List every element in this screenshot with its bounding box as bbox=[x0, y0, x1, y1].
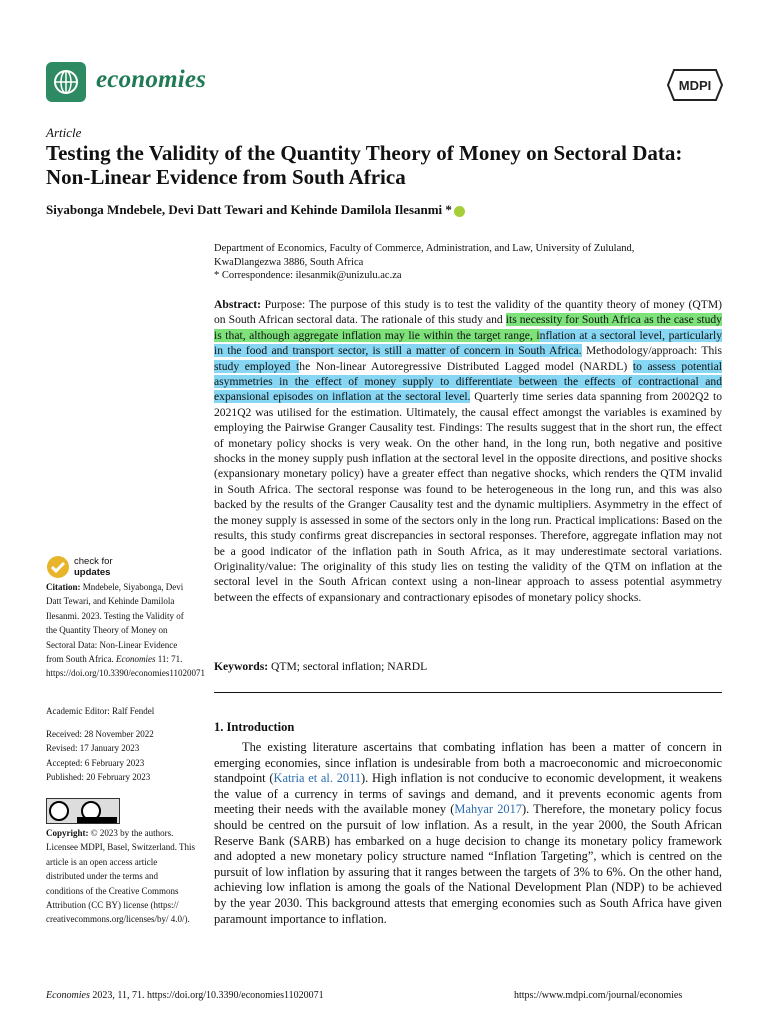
affiliation bbox=[214, 242, 724, 283]
published-date: Published: 20 February 2023 bbox=[46, 772, 151, 783]
affiliation-line-1: Department of Economics, Faculty of Commerce, Administration, and Law, University of Zululand, bbox=[214, 243, 635, 254]
citation-journal: Economies bbox=[116, 654, 156, 665]
check-updates-icon bbox=[46, 555, 70, 579]
copyright-text: © 2023 by the authors. Licensee MDPI, Basel, Switzerland. This article is an open access article distributed under the terms and conditions of the Creative Commons Attribution (CC BY) license (https:// creativecommons.org/licenses/by/ 4.0/). bbox=[46, 828, 196, 925]
intro-paragraph bbox=[214, 740, 722, 927]
citation-label: Citation: bbox=[46, 582, 81, 592]
highlight-blue: to assess potential asymmetries in the effect of money supply to differentiate between the effects of contractional and expansional episodes on inflation at the sectoral level. bbox=[214, 359, 722, 404]
abstract bbox=[214, 297, 722, 605]
citation-link[interactable]: Mahyar 2017 bbox=[454, 802, 522, 817]
copyright-block bbox=[46, 826, 196, 927]
check-updates-badge[interactable] bbox=[46, 555, 113, 579]
abstract-text: Quarterly time series data spanning from 2002Q2 to 2021Q2 was utilised for the estimation. Ultimately, the causal effect amongst the variables is examined by employing the Pairwise Granger Causality test. Findings: The results suggest that in the short run, the effect of monetary policy shocks is very weak. On the other hand, in the long run, both negative and positive shocks in the money supply push inflation at the sectoral level in the opposite directions, and positive shocks (expansionary monetary policy) have a greater effect than negative shocks, which renders the QTM invalid in South Africa. The sectoral response was found to be heterogeneous in the long run, and this was also backed by the results of the Granger Causality test and the dynamic multipliers. Asymmetry in the effect of the money supply is assessed in some of the sectors only in the long run. Practical implications: Based on the results, this study confirms great discrepancies in sectoral responses. Therefore, aggregate inflation may not be a good indicator of the inflation path in South Africa, as it may underestimate sectoral variations. Originality/value: The originality of this study lies on testing the validity of the QTM on inflation at the sectoral level in the South African context using a non-linear approach to assess potential asymmetry between the effects of expansionary and contractionary episodes of monetary policy shocks. bbox=[214, 390, 722, 604]
footer-url[interactable]: https://www.mdpi.com/journal/economies bbox=[514, 990, 683, 1001]
citation-tail: 11: 71. https://doi.org/10.3390/economies11020071 bbox=[46, 654, 205, 679]
abstract-text: Purpose: The purpose of this study is to test the validity of the quantity theory of money (QTM) on South African sectoral data. The rationale of this study and bbox=[214, 298, 722, 327]
article-type: Article bbox=[46, 125, 82, 140]
intro-text: ). Therefore, the monetary policy focus should be centred on the pursuit of low inflation. As a result, in the year 2000, the South African Reserve Bank (SARB) has embarked on a huge decision to change its monetary policy framework and adopted a new monetary policy structure named “Inflation Targeting”, which is centred on the pursuit of low inflation by assuring that it ranges between the targets of 3% to 6%. On the other hand, achieving low inflation is among the goals of the National Development Plan (NDP) to be achieved by the year 2030. This background attests that emerging economies such as South Africa have given paramount importance to inflation. bbox=[214, 802, 722, 926]
citation-block bbox=[46, 580, 205, 681]
footer-journal: Economies bbox=[46, 990, 90, 1001]
orcid-icon[interactable] bbox=[454, 206, 465, 217]
journal-logo bbox=[46, 62, 86, 102]
correspondence: * Correspondence: ilesanmik@unizulu.ac.za bbox=[214, 270, 402, 281]
highlight-green: its necessity for South Africa as the case study is that, although aggregate inflation may lie within the target range, i bbox=[214, 313, 722, 342]
article-title: Testing the Validity of the Quantity Theory of Money on Sectoral Data: Non-Linear Evidence from South Africa bbox=[46, 141, 683, 189]
accepted-date: Accepted: 6 February 2023 bbox=[46, 757, 145, 768]
intro-text: The existing literature ascertains that combating inflation has been a matter of concern in emerging economies, since inflation is undesirable from both a macroeconomic and microeconomic standpoint ( bbox=[214, 740, 722, 786]
citation-link[interactable]: Katria et al. 2011 bbox=[273, 771, 362, 786]
footer-citation bbox=[46, 990, 324, 1001]
cc-license-icon[interactable] bbox=[46, 798, 120, 824]
abstract-text: Methodology/approach: This bbox=[581, 344, 722, 358]
highlight-blue: study employed t bbox=[214, 359, 300, 373]
authors-text: Siyabonga Mndebele, Devi Datt Tewari and Kehinde Damilola Ilesanmi * bbox=[46, 202, 452, 217]
history-dates bbox=[46, 727, 196, 785]
check-text-2: updates bbox=[74, 567, 111, 578]
keywords bbox=[214, 660, 427, 673]
section-heading: 1. Introduction bbox=[214, 720, 295, 734]
divider bbox=[214, 692, 722, 693]
received-date: Received: 28 November 2022 bbox=[46, 729, 154, 739]
footer-doi: 2023, 11, 71. https://doi.org/10.3390/economies11020071 bbox=[89, 990, 324, 1001]
keywords-text: QTM; sectoral inflation; NARDL bbox=[268, 660, 428, 673]
citation-text: Mndebele, Siyabonga, Devi Datt Tewari, and Kehinde Damilola Ilesanmi. 2023. Testing the Validity of the Quantity Theory of Money on Sectoral Data: Non-Linear Evidence from South Africa. bbox=[46, 582, 184, 665]
author-list bbox=[46, 202, 465, 218]
check-text-1: check for bbox=[74, 556, 113, 567]
intro-text: ). High inflation is not conducive to economic development, it weakens the value of a currency in terms of savings and demand, and it prevents economic agents from meeting their needs with the available money ( bbox=[214, 771, 723, 817]
highlight-blue: nflation at a sectoral level, particularly in the food and transport sector, is still a matter of concern in South bbox=[214, 328, 722, 358]
academic-editor: Academic Editor: Ralf Fendel bbox=[46, 706, 155, 716]
abstract-label: Abstract: bbox=[214, 298, 262, 311]
abstract-text: he Non-linear Autoregressive Distributed Lagged model (NARDL) bbox=[299, 359, 633, 373]
revised-date: Revised: 17 January 2023 bbox=[46, 743, 140, 754]
affiliation-line-2: KwaDlangezwa 3886, South Africa bbox=[214, 256, 364, 268]
highlight-blue: Africa. bbox=[548, 344, 582, 358]
publisher-name: MDPI bbox=[678, 78, 712, 93]
copyright-label: Copyright: bbox=[46, 828, 89, 838]
keywords-label: Keywords: bbox=[214, 660, 269, 673]
publisher-logo bbox=[664, 68, 726, 107]
journal-name: economies bbox=[96, 66, 207, 93]
globe-icon bbox=[46, 62, 86, 102]
